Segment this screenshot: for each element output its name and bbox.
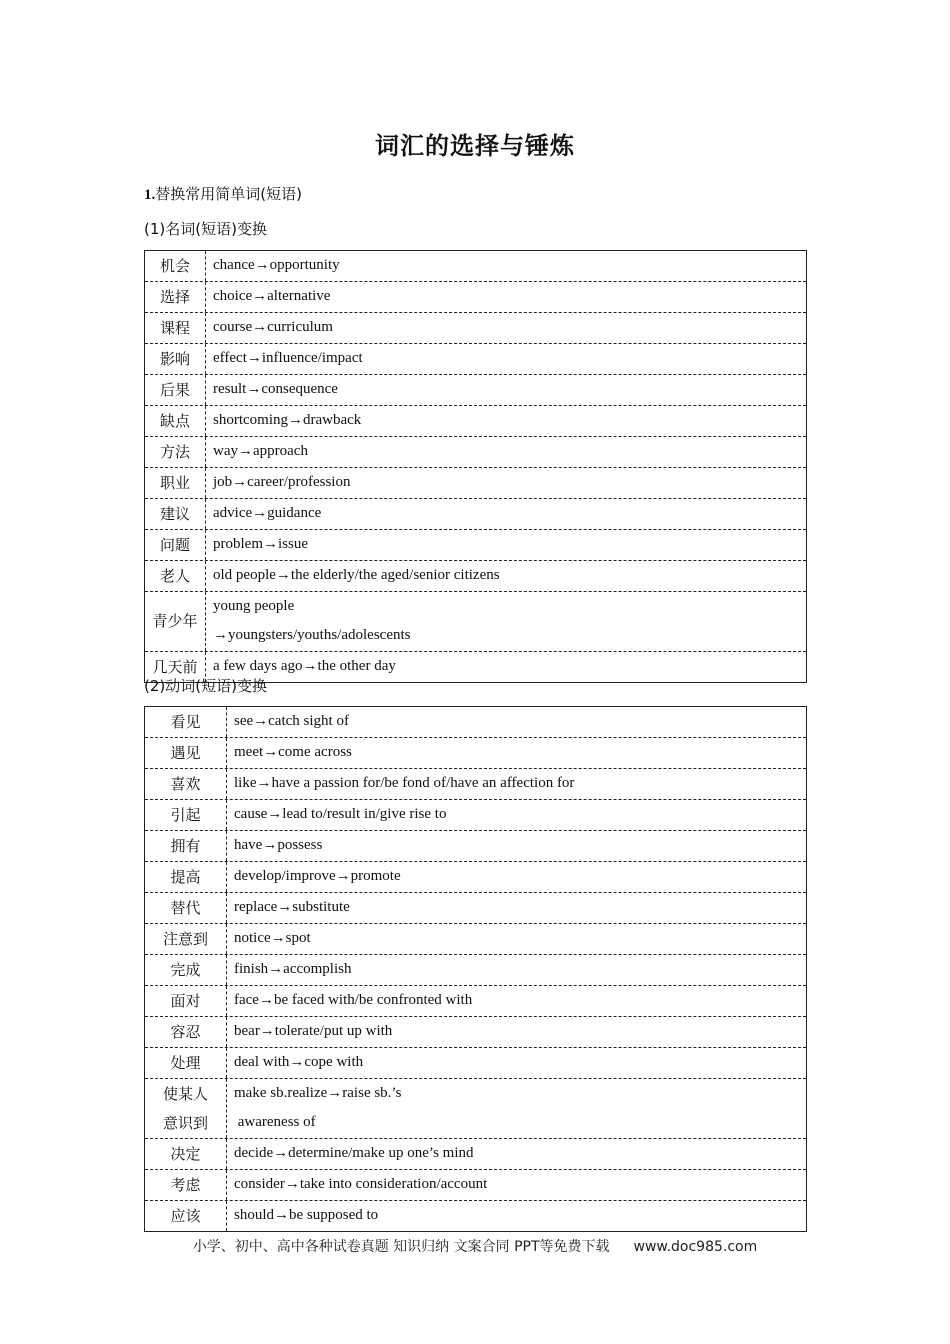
table-row [145,830,806,861]
page-title: 词汇的选择与锤炼 [375,132,575,160]
english-replacement: like→have a passion for/be fond of/have an affection for [234,775,575,791]
table-row [145,560,806,591]
noun-table [144,250,807,683]
chinese-term: 看见 [145,707,227,737]
footer-text: 小学、初中、高中各种试卷真题 知识归纳 文案合同 PPT等免费下载 [192,1239,610,1255]
chinese-term: 处理 [145,1048,227,1078]
english-line: awareness of [234,1114,316,1130]
chinese-term: 遇见 [145,738,227,768]
english-replacement [206,592,806,651]
verb-table [144,706,807,1232]
table-row [145,405,806,436]
table-row [145,1200,806,1231]
english-replacement: shortcoming→drawback [213,412,362,428]
english-replacement: finish→accomplish [234,961,352,977]
footer-site-link[interactable]: www.doc985.com [633,1239,758,1255]
chinese-term: 缺点 [145,406,206,436]
subsection-verbs-heading: (2)动词(短语)变换 [144,677,267,695]
english-replacement: see→catch sight of [234,713,349,729]
table-row [145,591,806,651]
page-footer [0,1236,950,1256]
section-heading [144,183,302,204]
section-text: 替换常用简单词(短语) [155,185,302,203]
chinese-term: 替代 [145,893,227,923]
english-replacement: face→be faced with/be confronted with [234,992,473,1008]
english-replacement: chance→opportunity [213,257,340,273]
chinese-term: 引起 [145,800,227,830]
chinese-term: 老人 [145,561,206,591]
chinese-term: 机会 [145,251,206,281]
chinese-term: 容忍 [145,1017,227,1047]
chinese-term: 课程 [145,313,206,343]
chinese-term: 方法 [145,437,206,467]
english-replacement: cause→lead to/result in/give rise to [234,806,447,822]
table-row [145,529,806,560]
chinese-term: 提高 [145,862,227,892]
english-replacement: notice→spot [234,930,311,946]
table-row [145,1169,806,1200]
table-row [145,799,806,830]
english-replacement: should→be supposed to [234,1207,379,1223]
table-row [145,954,806,985]
chinese-term: 拥有 [145,831,227,861]
chinese-term: 影响 [145,344,206,374]
section-number: 1. [144,187,156,203]
table-row [145,1047,806,1078]
subsection-nouns-heading: (1)名词(短语)变换 [144,220,267,238]
table-row [145,467,806,498]
english-line: make sb.realize→raise sb.’s [234,1085,402,1101]
table-row [145,1138,806,1169]
table-row [145,312,806,343]
english-replacement: choice→alternative [213,288,331,304]
english-replacement: a few days ago→the other day [213,658,396,674]
table-row [145,737,806,768]
table-row [145,343,806,374]
english-replacement: course→curriculum [213,319,333,335]
table-row [145,861,806,892]
chinese-term: 选择 [145,282,206,312]
english-replacement [227,1079,806,1138]
chinese-term: 考虑 [145,1170,227,1200]
table-row [145,892,806,923]
english-replacement: bear→tolerate/put up with [234,1023,393,1039]
table-row [145,707,806,737]
chinese-term: 注意到 [145,924,227,954]
chinese-term: 青少年 [145,592,206,651]
chinese-term-line: 意识到 [162,1113,208,1132]
table-row [145,1078,806,1138]
table-row [145,251,806,281]
english-replacement: job→career/profession [213,474,351,490]
english-replacement: consider→take into consideration/account [234,1176,488,1192]
english-line: young people [213,598,295,614]
english-replacement: advice→guidance [213,505,322,521]
chinese-term: 面对 [145,986,227,1016]
english-replacement: meet→come across [234,744,352,760]
chinese-term: 喜欢 [145,769,227,799]
table-row [145,436,806,467]
table-row [145,1016,806,1047]
chinese-term: 几天前 [145,652,206,682]
english-replacement: way→approach [213,443,308,459]
chinese-term: 问题 [145,530,206,560]
chinese-term: 职业 [145,468,206,498]
english-replacement: develop/improve→promote [234,868,401,884]
chinese-term: 建议 [145,499,206,529]
chinese-term: 后果 [145,375,206,405]
table-row [145,498,806,529]
english-line: →youngsters/youths/adolescents [213,627,411,643]
table-row [145,281,806,312]
chinese-term [145,1079,227,1138]
english-replacement: problem→issue [213,536,308,552]
english-replacement: result→consequence [213,381,338,397]
english-replacement: effect→influence/impact [213,350,363,366]
chinese-term: 应该 [145,1201,227,1231]
table-row [145,768,806,799]
chinese-term: 决定 [145,1139,227,1169]
english-replacement: replace→substitute [234,899,350,915]
chinese-term-line: 使某人 [162,1084,208,1103]
chinese-term: 完成 [145,955,227,985]
table-row [145,374,806,405]
english-replacement: old people→the elderly/the aged/senior citizens [213,567,500,583]
english-replacement: deal with→cope with [234,1054,364,1070]
table-row [145,923,806,954]
english-replacement: decide→determine/make up one’s mind [234,1145,474,1161]
table-row [145,985,806,1016]
english-replacement: have→possess [234,837,323,853]
